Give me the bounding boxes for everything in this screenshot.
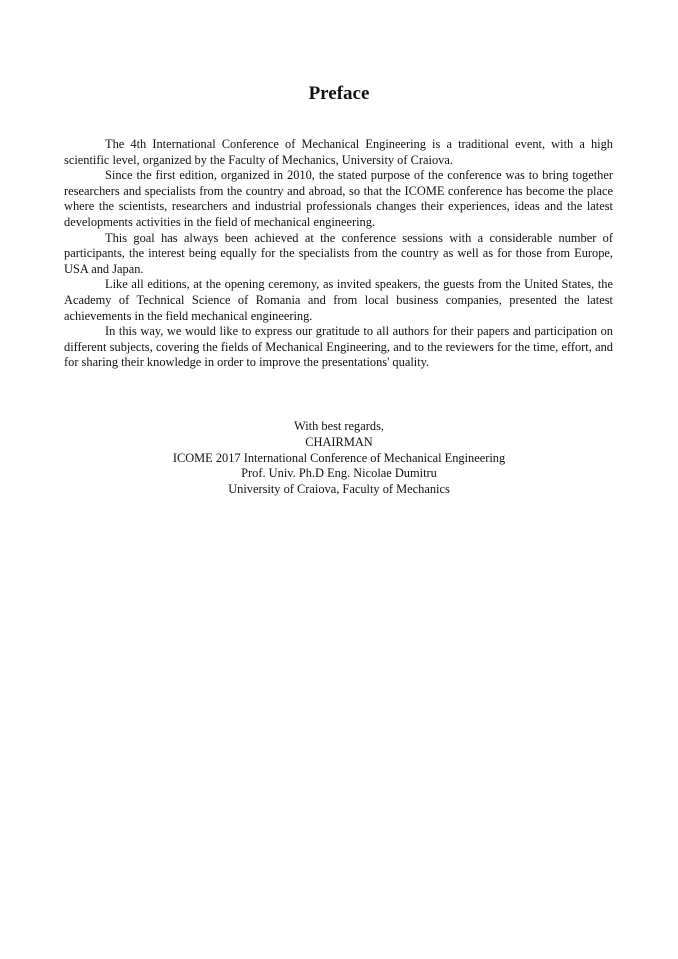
paragraph-gratitude: In this way, we would like to express our gratitude to all authors for their papers and participation on different subjects, covering the fields of Mechanical Engineering, and to the reviewers for the time, effort, and for sharing their knowledge in order to improve the presentations' quality. [64,324,613,370]
signature-closing: With best regards, [294,419,384,433]
preface-body [64,137,613,371]
signature-affiliation: University of Craiova, Faculty of Mechanics [228,482,450,497]
signature-role: CHAIRMAN [305,434,373,449]
signature-name: Prof. Univ. Ph.D Eng. Nicolae Dumitru [241,466,437,481]
page-title: Preface [308,83,370,104]
signature-block [0,419,678,498]
paragraph-intro: The 4th International Conference of Mechanical Engineering is a traditional event, with a high scientific level, organized by the Faculty of Mechanics, University of Craiova. [64,137,613,167]
signature-conference: ICOME 2017 International Conference of Mechanical Engineering [172,450,506,465]
paragraph-first-edition: Since the first edition, organized in 2010, the stated purpose of the conference was to bring together researchers and specialists from the country and abroad, so that the ICOME conference has become the place where the scientists, researchers and industrial professionals changes their experiences, ideas and the latest developments activities in the field of mechanical engineering. [64,168,613,229]
paragraph-goal: This goal has always been achieved at the conference sessions with a considerable number of participants, the interest being equally for the specialists from the country as well as for those from Europe, USA and Japan. [64,230,613,276]
paragraph-opening-ceremony: Like all editions, at the opening ceremony, as invited speakers, the guests from the United States, the Academy of Technical Science of Romania and from local business companies, presented the latest achievements in the field mechanical engineering. [64,277,613,323]
